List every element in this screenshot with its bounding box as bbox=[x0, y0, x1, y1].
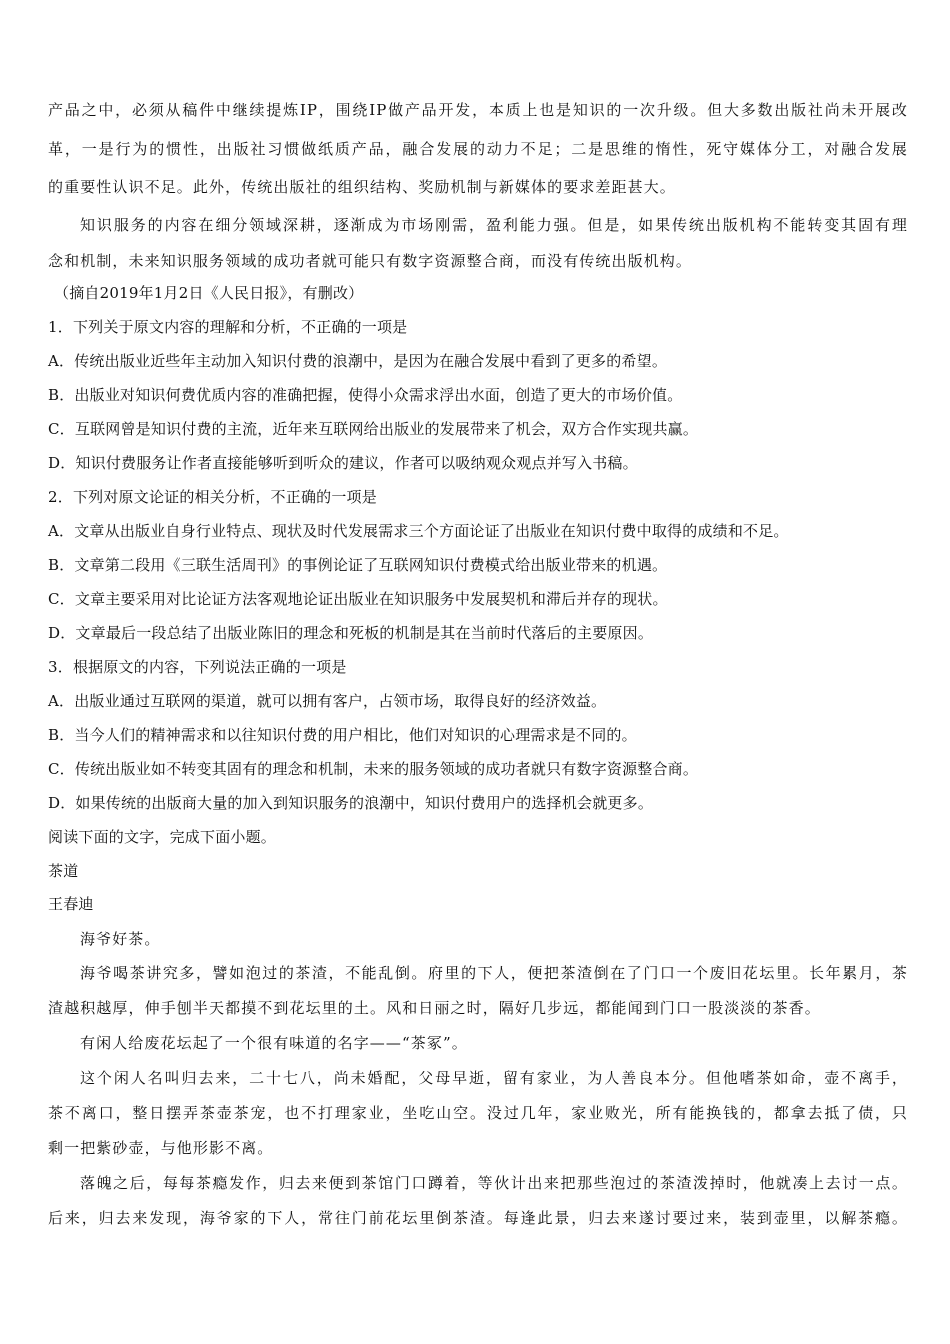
passage-line: 知识服务的内容在细分领域深耕，逐渐成为市场刚需，盈利能力强。但是，如果传统出版机构不能转变其固有理 bbox=[80, 216, 908, 234]
story-title: 茶道 bbox=[48, 862, 79, 880]
question-stem: 1．下列关于原文内容的理解和分析，不正确的一项是 bbox=[48, 318, 408, 336]
story-line: 海爷好茶。 bbox=[80, 930, 161, 948]
question-option: D．知识付费服务让作者直接能够听到听众的建议，作者可以吸纳观众观点并写入书稿。 bbox=[48, 454, 638, 472]
story-line: 有闲人给废花坛起了一个很有味道的名字——“茶冢”。 bbox=[80, 1034, 468, 1052]
story-line: 剩一把紫砂壶，与他形影不离。 bbox=[48, 1139, 274, 1157]
passage-line: 革，一是行为的惯性，出版社习惯做纸质产品，融合发展的动力不足；二是思维的惰性，死守媒体分工，对融合发展 bbox=[48, 140, 908, 158]
passage-line: 产品之中，必须从稿件中继续提炼IP，围绕IP做产品开发，本质上也是知识的一次升级。但大多数出版社尚未开展改 bbox=[48, 101, 908, 119]
question-option: B．当今人们的精神需求和以往知识付费的用户相比，他们对知识的心理需求是不同的。 bbox=[48, 726, 637, 744]
passage-line: 念和机制，未来知识服务领域的成功者就可能只有数字资源整合商，而没有传统出版机构。 bbox=[48, 252, 693, 270]
question-option: C．互联网曾是知识付费的主流，近年来互联网给出版业的发展带来了机会，双方合作实现共赢。 bbox=[48, 420, 699, 438]
question-option: D．如果传统的出版商大量的加入到知识服务的浪潮中，知识付费用户的选择机会就更多。 bbox=[48, 794, 654, 812]
question-stem: 3．根据原文的内容，下列说法正确的一项是 bbox=[48, 658, 347, 676]
story-line: 渣越积越厚，伸手刨半天都摸不到花坛里的土。风和日丽之时，隔好几步远，都能闻到门口一股淡淡的茶香。 bbox=[48, 999, 821, 1017]
question-option: A．传统出版业近些年主动加入知识付费的浪潮中，是因为在融合发展中看到了更多的希望。 bbox=[48, 352, 668, 370]
question-option: C．文章主要采用对比论证方法客观地论证出版业在知识服务中发展契机和滞后并存的现状。 bbox=[48, 590, 668, 608]
question-option: B．文章第二段用《三联生活周刊》的事例论证了互联网知识付费模式给出版业带来的机遇。 bbox=[48, 556, 668, 574]
story-line: 后来，归去来发现，海爷家的下人，常往门前花坛里倒茶渣。每逢此景，归去来遂讨要过来，装到壶里，以解茶瘾。 bbox=[48, 1209, 908, 1227]
reading-instruction: 阅读下面的文字，完成下面小题。 bbox=[48, 828, 277, 846]
story-line: 这个闲人名叫归去来，二十七八，尚未婚配，父母早逝，留有家业，为人善良本分。但他嗜茶如命，壶不离手， bbox=[80, 1069, 908, 1087]
passage-line: 的重要性认识不足。此外，传统出版社的组织结构、奖励机制与新媒体的要求差距甚大。 bbox=[48, 178, 676, 196]
story-line: 落魄之后，每每茶瘾发作，归去来便到茶馆门口蹲着，等伙计出来把那些泡过的茶渣泼掉时，他就凑上去讨一点。 bbox=[80, 1174, 908, 1192]
story-author: 王春迪 bbox=[48, 895, 94, 913]
question-option: A．文章从出版业自身行业特点、现状及时代发展需求三个方面论证了出版业在知识付费中取得的成绩和不足。 bbox=[48, 522, 789, 540]
question-option: A．出版业通过互联网的渠道，就可以拥有客户，占领市场，取得良好的经济效益。 bbox=[48, 692, 607, 710]
story-line: 海爷喝茶讲究多，譬如泡过的茶渣，不能乱倒。府里的下人，便把茶渣倒在了门口一个废旧花坛里。长年累月，茶 bbox=[80, 964, 908, 982]
question-option: D．文章最后一段总结了出版业陈旧的理念和死板的机制是其在当前时代落后的主要原因。 bbox=[48, 624, 654, 642]
story-line: 茶不离口，整日摆弄茶壶茶宠，也不打理家业，坐吃山空。没过几年，家业败光，所有能换钱的，都拿去抵了债，只 bbox=[48, 1104, 908, 1122]
question-stem: 2．下列对原文论证的相关分析，不正确的一项是 bbox=[48, 488, 377, 506]
question-option: B．出版业对知识何费优质内容的准确把握，使得小众需求浮出水面，创造了更大的市场价值。 bbox=[48, 386, 683, 404]
question-option: C．传统出版业如不转变其固有的理念和机制，未来的服务领域的成功者就只有数字资源整合商。 bbox=[48, 760, 699, 778]
source-citation: （摘自2019年1月2日《人民日报》，有删改） bbox=[54, 284, 364, 302]
